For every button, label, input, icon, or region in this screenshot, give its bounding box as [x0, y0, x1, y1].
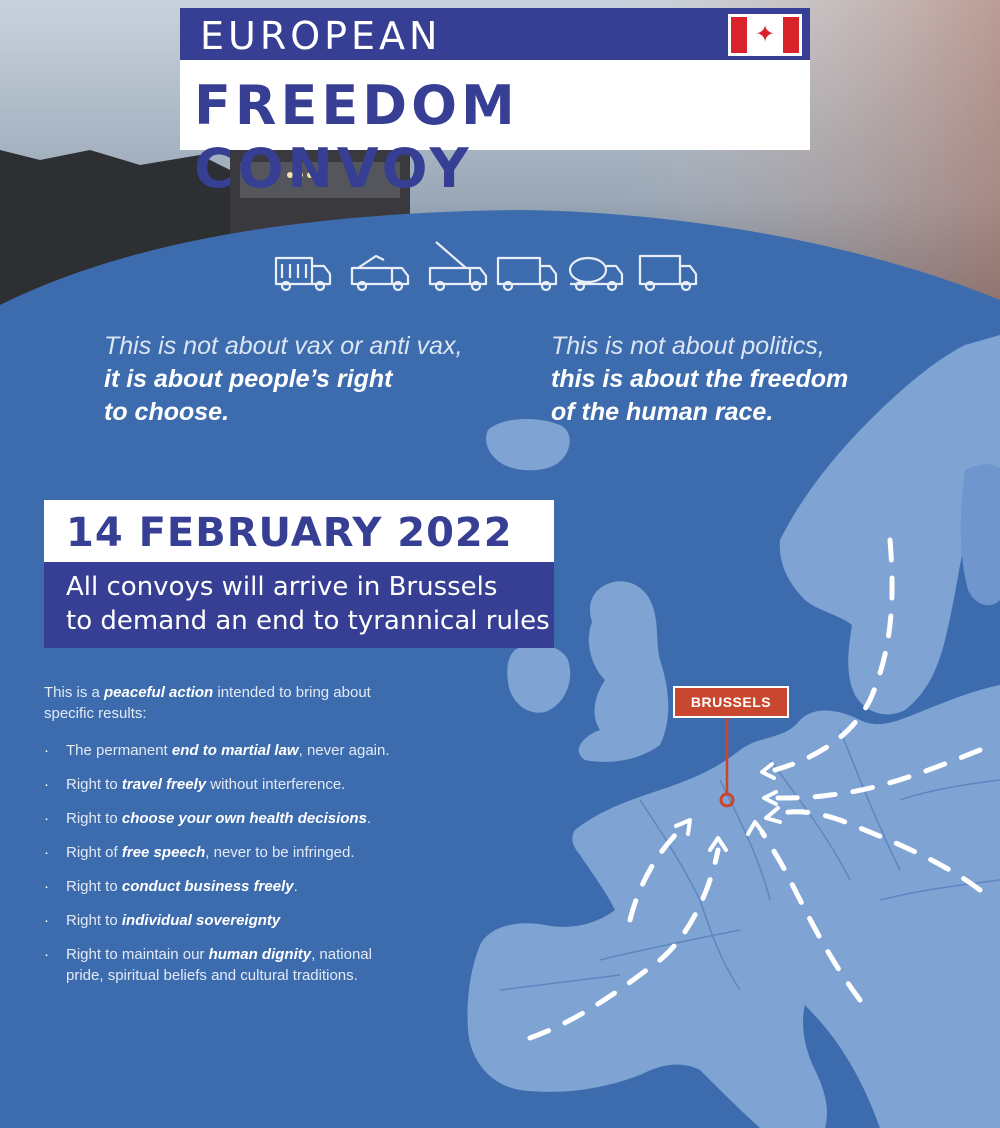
quote-left-bold-1: it is about people’s right — [104, 365, 393, 393]
title-banner-top — [180, 8, 810, 60]
quote-right-plain: This is not about politics, — [551, 332, 825, 360]
trailer-truck-icon — [498, 258, 556, 290]
list-item: · Right to individual sovereignty — [44, 912, 281, 929]
title-line-1: EUROPEAN — [200, 14, 442, 58]
demands-list — [44, 740, 404, 999]
van-truck-icon — [640, 256, 696, 290]
title-banner-bottom — [180, 60, 810, 200]
event-subtitle-box — [44, 562, 554, 648]
list-item: · Right to maintain our human dignity, national pride, spiritual beliefs and cultural traditions. — [44, 946, 372, 984]
event-date: 14 FEBRUARY 2022 — [66, 510, 513, 556]
mixer-truck-icon — [570, 258, 622, 290]
list-item: · Right to choose your own health decisions. — [44, 810, 372, 827]
quote-right-bold-1: this is about the freedom — [551, 365, 849, 393]
brussels-map-label: BRUSSELS — [673, 686, 789, 718]
canada-flag-icon: ✦ — [728, 14, 802, 56]
intro-text: This is a peaceful action intended to bring about specific results: — [44, 684, 371, 722]
event-subtitle-line-2: to demand an end to tyrannical rules — [66, 606, 550, 636]
quote-right-bold-2: of the human race. — [551, 398, 774, 426]
list-item: · Right to conduct business freely. — [44, 878, 298, 895]
title-line-2: FREEDOM CONVOY — [194, 74, 519, 200]
list-item: · Right to travel freely without interference. — [44, 776, 346, 793]
date-box — [44, 500, 554, 562]
quote-left — [104, 330, 524, 429]
quote-left-bold-2: to choose. — [104, 398, 230, 426]
tow-truck-icon — [352, 256, 408, 290]
truck-row-icon — [272, 238, 702, 296]
event-subtitle-line-1: All convoys will arrive in Brussels — [66, 572, 498, 602]
list-item: · The permanent end to martial law, never again. — [44, 742, 390, 759]
quote-right — [551, 330, 971, 429]
quote-left-plain: This is not about vax or anti vax, — [104, 332, 463, 360]
box-truck-icon — [276, 258, 330, 290]
crane-truck-icon — [430, 242, 486, 290]
list-item: · Right of free speech, never to be infringed. — [44, 844, 355, 861]
